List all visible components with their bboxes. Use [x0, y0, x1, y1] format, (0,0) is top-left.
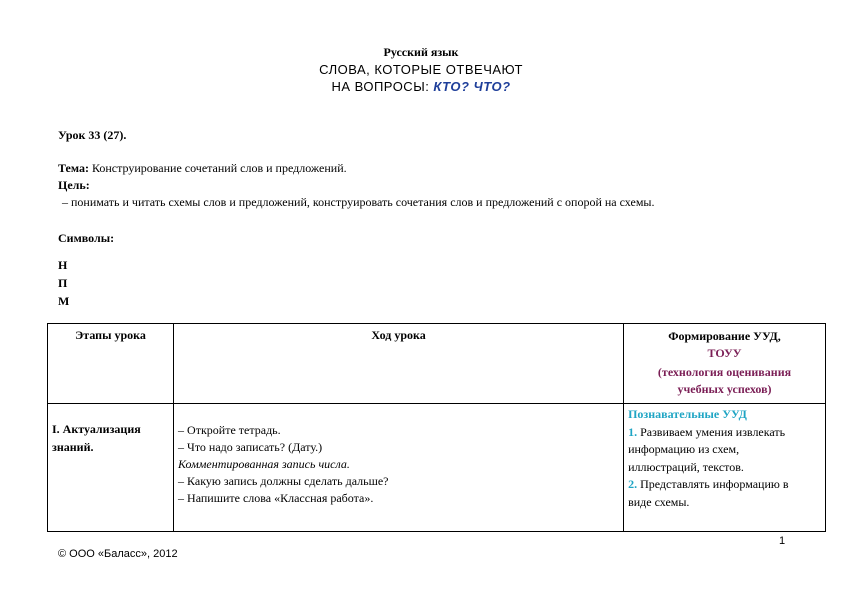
header-uud [624, 324, 826, 404]
stage-cell [48, 404, 174, 532]
goal-text: – понимать и читать схемы слов и предложений, конструировать сочетания слов и предложений с опорой на схемы. [62, 195, 655, 209]
stage-line-1: I. Актуализация [52, 422, 141, 436]
uud-item-text: виде схемы. [628, 494, 690, 509]
table-header-row [48, 324, 826, 404]
page-number: 1 [779, 535, 786, 547]
header-stage: Этапы урока [48, 324, 174, 404]
uud-item-text: информацию из схем, [628, 442, 740, 456]
uud-item-number: 2. [628, 477, 638, 491]
symbol-m: М [58, 294, 70, 308]
course-line: – Что надо записать? (Дату.) [178, 440, 323, 454]
uud-title: Познавательные УУД [628, 407, 747, 421]
symbols-label: Символы: [58, 231, 115, 245]
table-row [48, 404, 826, 532]
uud-item-text: Развиваем умения извлекать [637, 424, 786, 439]
copyright-footer: © ООО «Баласс», 2012 [58, 548, 178, 560]
course-cell [174, 404, 624, 532]
symbol-n: Н [58, 258, 68, 272]
header-course: Ход урока [174, 324, 624, 404]
header-touu: ТОУУ [707, 346, 742, 360]
topic-label: Тема: [58, 161, 89, 175]
uud-item-number: 1. [628, 424, 638, 439]
lesson-table [47, 323, 826, 532]
header-uud-title: Формирование УУД, [668, 329, 781, 343]
uud-item [628, 476, 821, 494]
goal-label: Цель: [58, 178, 90, 192]
header-tech-line-1: (технология оценивания [657, 365, 792, 379]
uud-cell [624, 404, 826, 532]
symbol-p: П [58, 276, 68, 290]
title-line-1: СЛОВА, КОТОРЫЕ ОТВЕЧАЮТ [319, 62, 523, 77]
stage-line-2: знаний. [52, 440, 94, 454]
header-tech-line-2: учебных успехов) [677, 382, 772, 396]
title-keywords: КТО? ЧТО? [433, 79, 511, 94]
title-line-2 [0, 79, 842, 94]
course-line: – Откройте тетрадь. [178, 423, 281, 437]
lesson-topic [58, 161, 347, 176]
uud-item-text: иллюстраций, текстов. [628, 459, 744, 474]
course-note: Комментированная запись числа. [178, 457, 350, 471]
lesson-number: Урок 33 (27). [58, 128, 127, 142]
title-prefix: НА ВОПРОСЫ: [331, 79, 434, 94]
course-line: – Напишите слова «Классная работа». [178, 491, 374, 505]
subject-heading: Русский язык [383, 45, 459, 59]
uud-item-text: Представлять информацию в [637, 477, 789, 491]
uud-item [628, 424, 821, 442]
course-line: – Какую запись должны сделать дальше? [178, 474, 389, 488]
topic-text: Конструирование сочетаний слов и предложений. [88, 161, 347, 175]
